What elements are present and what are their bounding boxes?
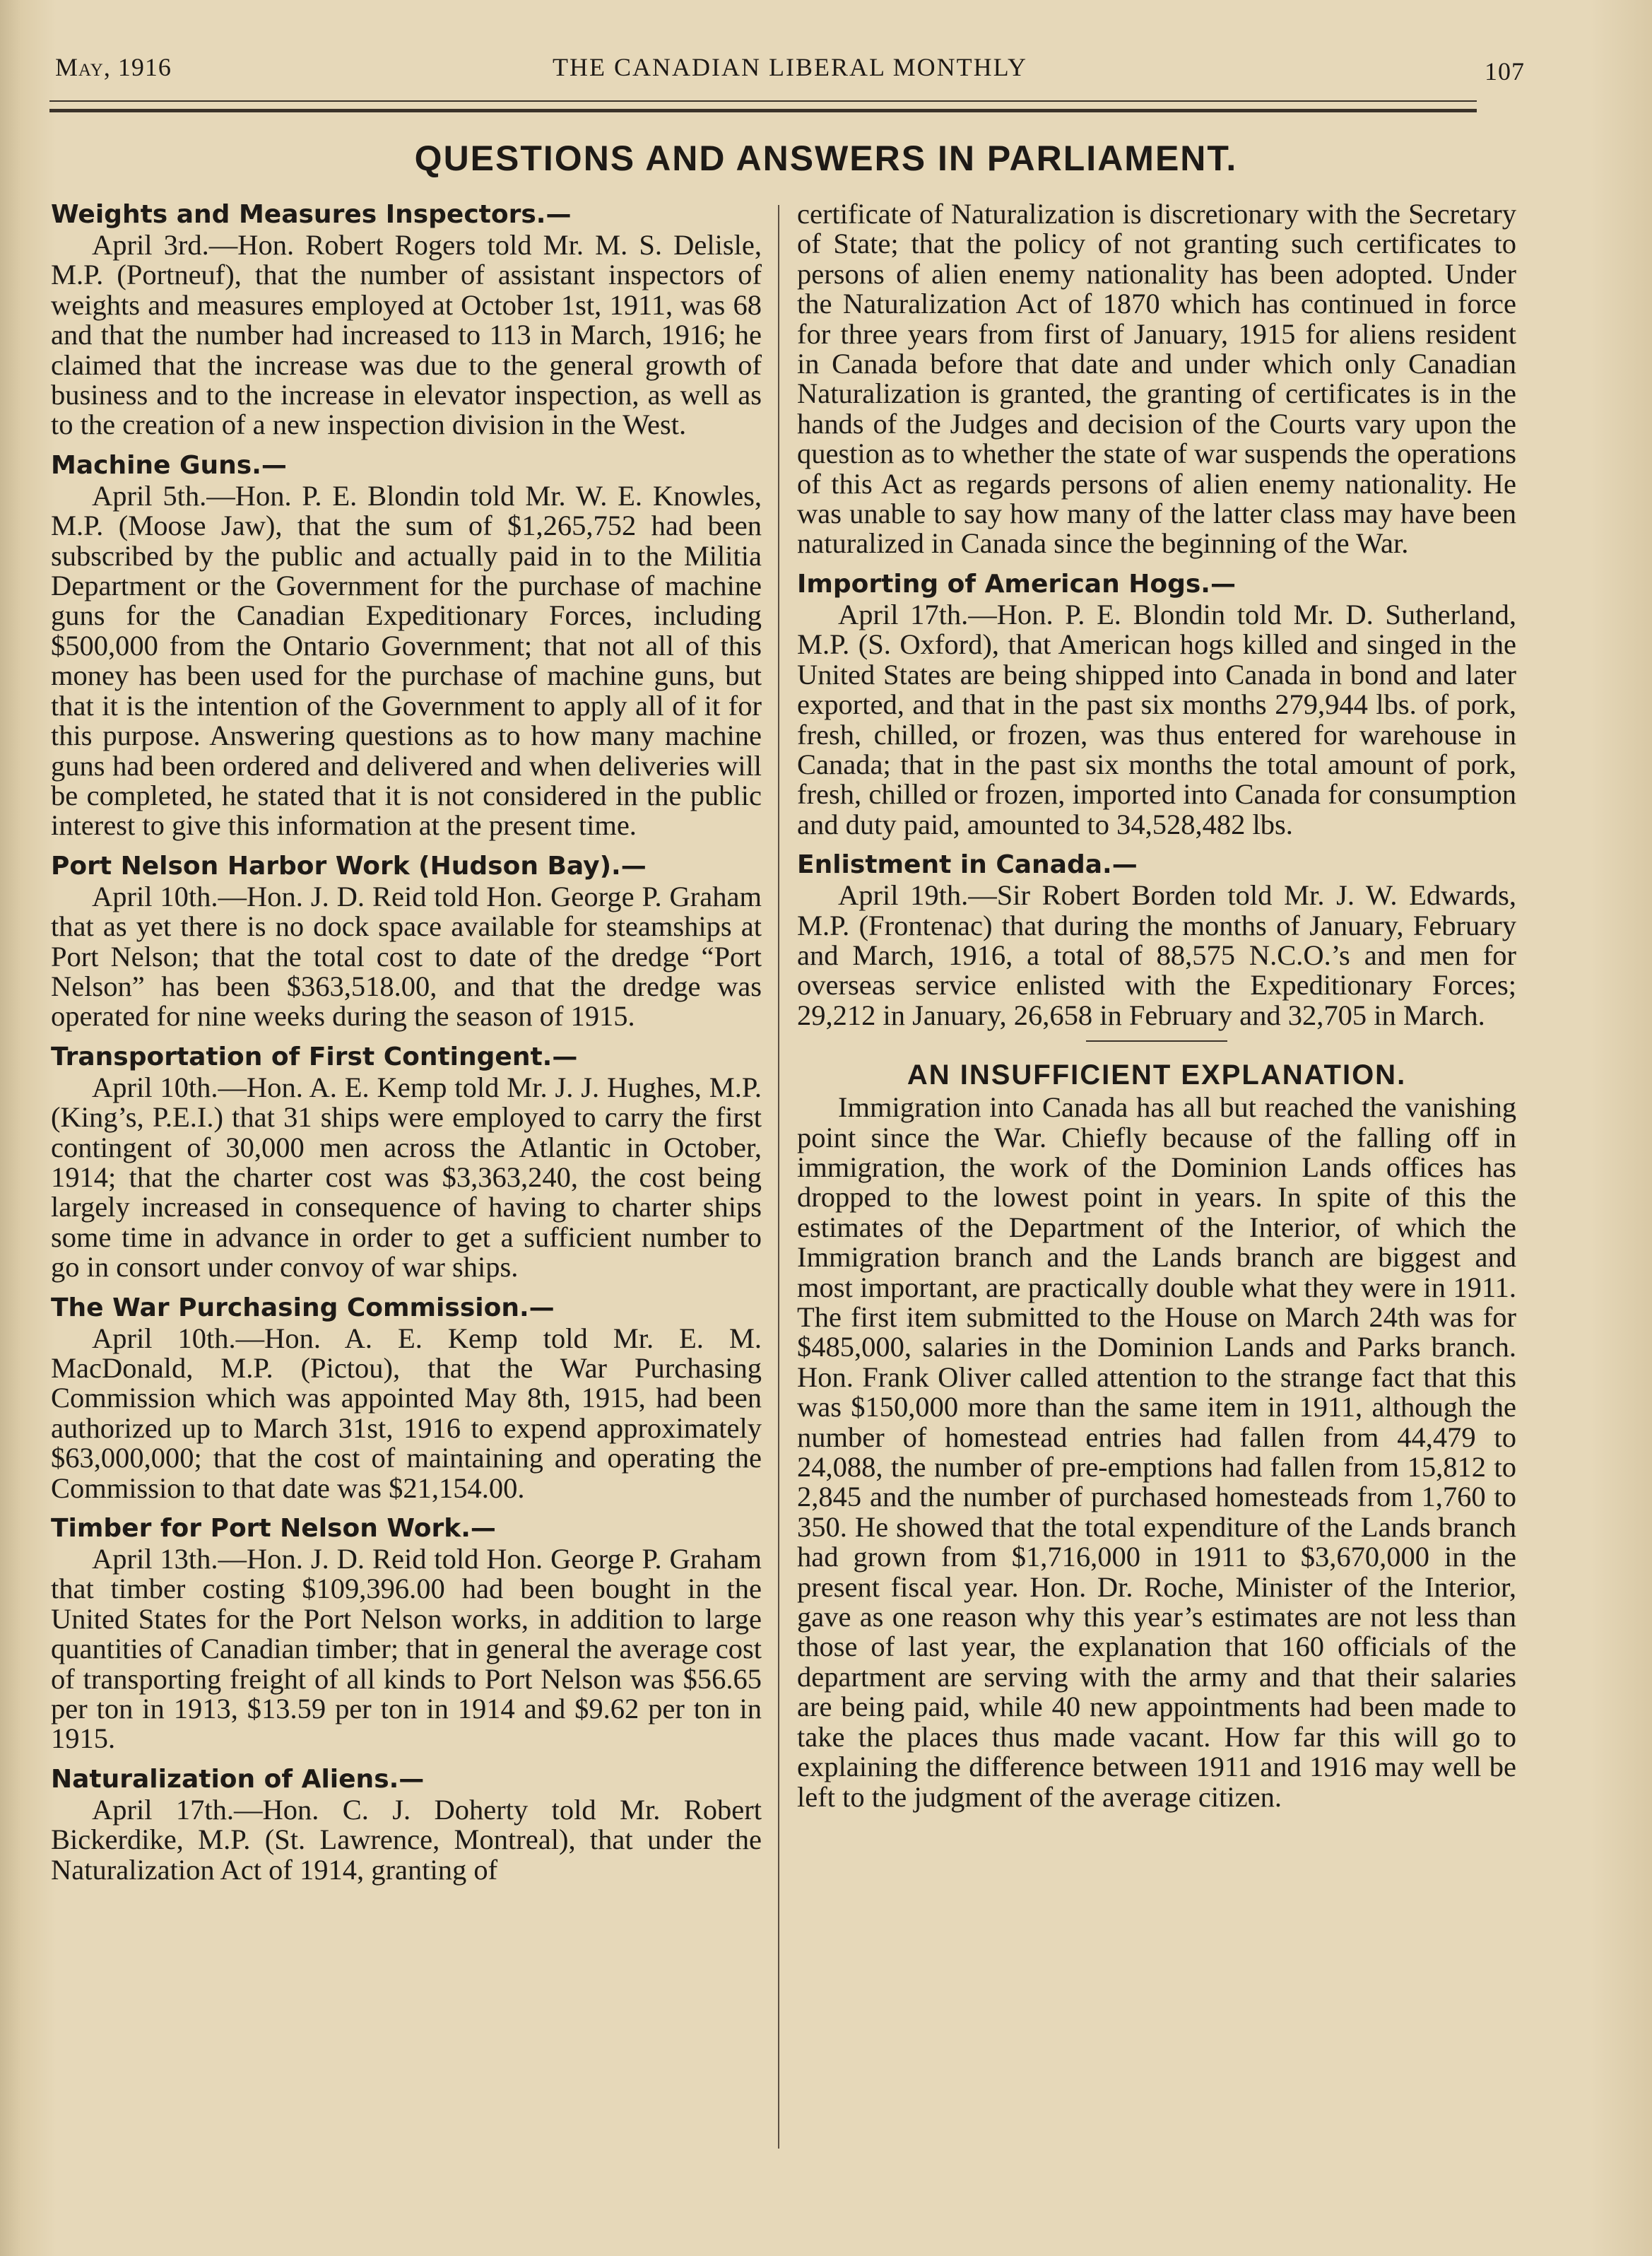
section-heading: Transportation of First Contingent.— <box>51 1042 578 1071</box>
publication-name: THE CANADIAN LIBERAL MONTHLY <box>553 53 1027 81</box>
article-text: Immigration into Canada has all but reached the vanishing point since the War. Chiefly because of the falling off in immigration, the work of the Dominion Lands offices has dropped to the lowest point in years. In spite of this the estimates of the Department of the Interior, of which the Immigration branch and the Lands branch are biggest and most important, are practically double what they were in 1911. The first item submitted to the House on March 24th was for $485,000, salaries in the Dominion Lands and Parks branch. Hon. Frank Oliver called attention to the strange fact that this was $150,000 more than the same item in 1911, although the number of homestead entries had fallen from 44,479 to 24,088, the number of pre-emptions had fallen from 15,812 to 2,845 and the number of purchased homesteads from 1,760 to 350. He showed that the total expenditure of the Lands branch had grown from $1,716,000 in 1911 to $3,670,000 in the present fiscal year. Hon. Dr. Roche, Minister of the Interior, gave as one reason why this year’s estimates are not less than those of last year, the explanation that 160 officials of the department are serving with the army and that their salaries are being paid, while 40 new appointments had been made to take the places thus made vacant. How far this will go to explaining the difference between 1911 and 1916 may well be left to the judgment of the average citizen. <box>797 1091 1516 1813</box>
article-divider <box>1086 1040 1227 1042</box>
issue-date: May, 1916 <box>55 53 172 81</box>
section-heading: Enlistment in Canada.— <box>797 850 1138 880</box>
section-text: April 10th.—Hon. A. E. Kemp told Mr. E. M. MacDonald, M.P. (Pictou), that the War Purchasing Commission which was appointed May 8th, 1915, had been authorized up to March 31st, 1916 to expend approximately $63,000,000; that the cost of maintaining and operating the Commission to that date was $21,154.00. <box>51 1322 762 1504</box>
left-column <box>51 199 762 1885</box>
section-text: April 10th.—Hon. A. E. Kemp told Mr. J. J. Hughes, M.P. (King’s, P.E.I.) that 31 ships were employed to carry the first contingent of 30,000 men across the Atlantic in October, 1914; that the charter cost was $3,363,240, the cost being largely increased in consequence of having to charter ships some time in advance in order to get a sufficient number to go in consort under convoy of war ships. <box>51 1071 762 1283</box>
continued-text: certificate of Naturalization is discretionary with the Secretary of State; that the policy of not granting such certificates to persons of alien enemy nationality has been adopted. Under the Naturalization Act of 1870 which has continued in force for three years from first of January, 1915 for aliens resident in Canada before that date and under which only Canadian Naturalization is granted, the granting of certificates is in the hands of the Judges and decision of the Courts vary upon the question as to whether the state of war suspends the operations of this Act as regards persons of alien enemy nationality. He was unable to say how many of the latter class may have been naturalized in Canada since the beginning of the War. <box>797 198 1516 560</box>
section-heading: Machine Guns.— <box>51 450 287 480</box>
section-text: April 10th.—Hon. J. D. Reid told Hon. George P. Graham that as yet there is no dock space available for steamships at Port Nelson; that the total cost to date of the dredge “Port Nelson” has been $363,518.00, and that the dredge was operated for nine weeks during the season of 1915. <box>51 880 762 1033</box>
section-text: April 13th.—Hon. J. D. Reid told Hon. George P. Graham that timber costing $109,396.00 had been bought in the United States for the Port Nelson works, in addition to large quantities of Canadian timber; that in general the average cost of transporting freight of all kinds to Port Nelson was $56.65 per ton in 1913, $13.59 per ton in 1914 and $9.62 per ton in 1915. <box>51 1543 762 1755</box>
section-text: April 17th.—Hon. P. E. Blondin told Mr. D. Sutherland, M.P. (S. Oxford), that American hogs killed and singed in the United States are being shipped into Canada in bond and later exported, and that in the past six months 279,944 lbs. of pork, fresh, chilled, or frozen, was thus entered for warehouse in Canada; that in the past six months the total amount of pork, fresh, chilled or frozen, imported into Canada for consumption and duty paid, amounted to 34,528,482 lbs. <box>797 598 1516 840</box>
right-column <box>797 199 1516 1812</box>
article-title: AN INSUFFICIENT EXPLANATION. <box>907 1059 1407 1091</box>
section-heading: Naturalization of Aliens.— <box>51 1764 425 1794</box>
section-heading: Timber for Port Nelson Work.— <box>51 1514 496 1544</box>
section-text: April 3rd.—Hon. Robert Rogers told Mr. M. S. Delisle, M.P. (Portneuf), that the number of assistant inspectors of weights and measures employed at October 1st, 1911, was 68 and that the number had increased to 113 in March, 1916; he claimed that the increase was due to the general growth of business and to the increase in elevator inspection, as well as to the creation of a new inspection division in the West. <box>51 229 762 441</box>
section-text: April 19th.—Sir Robert Borden told Mr. J. W. Edwards, M.P. (Frontenac) that during the months of January, February and March, 1916, a total of 88,575 N.C.O.’s and men for overseas service enlisted with the Expeditionary Forces; 29,212 in January, 26,658 in February and 32,705 in March. <box>797 879 1516 1031</box>
section-heading: Port Nelson Harbor Work (Hudson Bay).— <box>51 851 647 881</box>
section-text: April 5th.—Hon. P. E. Blondin told Mr. W. E. Knowles, M.P. (Moose Jaw), that the sum of $1,265,752 had been subscribed by the public and actually paid in to the Militia Department or the Government for the purchase of machine guns for the Canadian Expeditionary Forces, including $500,000 from the Ontario Government; that not all of this money has been used for the purchase of machine guns, but that it is the intention of the Government to apply all of it for this purpose. Answering questions as to how many machine guns had been ordered and delivered and when deliveries will be completed, he stated that it is not considered in the public interest to give this information at the present time. <box>51 479 762 842</box>
column-divider <box>778 205 779 2149</box>
section-text: April 17th.—Hon. C. J. Doherty told Mr. Robert Bickerdike, M.P. (St. Lawrence, Montreal), that under the Naturalization Act of 1914, granting of <box>51 1793 762 1886</box>
section-heading: Importing of American Hogs.— <box>797 569 1236 599</box>
running-head <box>55 44 1525 86</box>
header-rule <box>49 100 1477 112</box>
page-number: 107 <box>1485 57 1525 86</box>
page-title: QUESTIONS AND ANSWERS IN PARLIAMENT. <box>414 139 1238 178</box>
section-heading: Weights and Measures Inspectors.— <box>51 200 572 229</box>
section-heading: The War Purchasing Commission.— <box>51 1293 555 1322</box>
